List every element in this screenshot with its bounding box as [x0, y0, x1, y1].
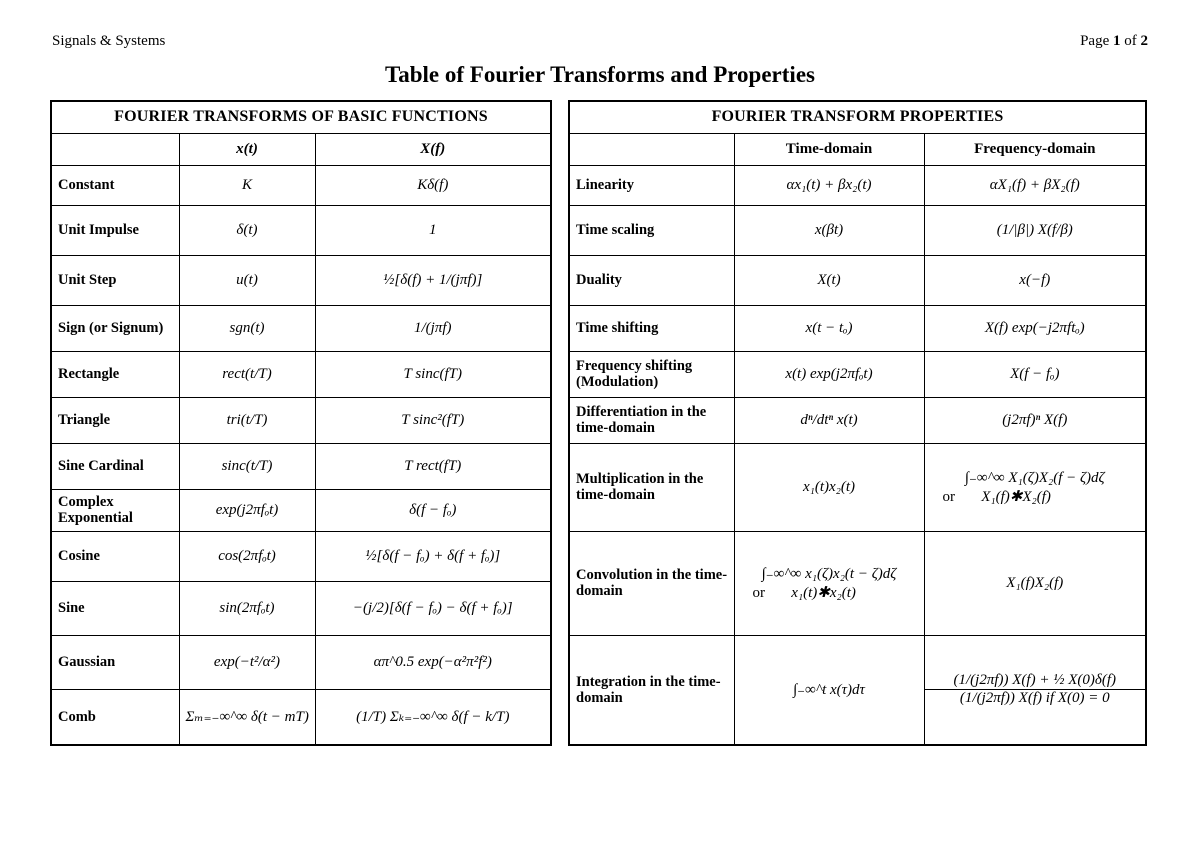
- page-total: 2: [1140, 33, 1148, 49]
- freq-expr: X(f − fₒ): [924, 351, 1146, 397]
- props-col-freq: Frequency-domain: [924, 133, 1146, 165]
- freq-expr: αX₁(f) + βX₂(f): [924, 165, 1146, 205]
- props-table-caption: FOURIER TRANSFORM PROPERTIES: [569, 101, 1146, 133]
- time-expr: sinc(t/T): [179, 443, 315, 489]
- freq-expr: X₁(f)X₂(f): [924, 531, 1146, 635]
- props-col-time: Time-domain: [734, 133, 924, 165]
- basic-col-x: x(t): [179, 133, 315, 165]
- row-name: Unit Impulse: [51, 205, 179, 255]
- freq-expr: ½[δ(f − fₒ) + δ(f + fₒ)]: [315, 531, 551, 581]
- row-name: Unit Step: [51, 255, 179, 305]
- freq-expr: X(f) exp(−j2πftₒ): [924, 305, 1146, 351]
- table-row: [51, 165, 551, 205]
- time-expr: x₁(t)x₂(t): [734, 443, 924, 531]
- freq-expr: (j2πf)ⁿ X(f): [924, 397, 1146, 443]
- table-row: [569, 351, 1146, 397]
- freq-expr: Kδ(f): [315, 165, 551, 205]
- time-expr: dⁿ/dtⁿ x(t): [734, 397, 924, 443]
- time-expr: αx₁(t) + βx₂(t): [734, 165, 924, 205]
- time-expr: x(t) exp(j2πfₒt): [734, 351, 924, 397]
- page-of: of: [1120, 33, 1141, 49]
- table-row: [569, 443, 1146, 531]
- freq-expr: 1: [315, 205, 551, 255]
- table-row: [51, 689, 551, 745]
- table-row: [51, 635, 551, 689]
- time-expr: tri(t/T): [179, 397, 315, 443]
- table-row: [51, 531, 551, 581]
- freq-expr: −(j/2)[δ(f − fₒ) − δ(f + fₒ)]: [315, 581, 551, 635]
- table-row: [51, 255, 551, 305]
- freq-expr: δ(f − fₒ): [315, 489, 551, 531]
- time-expr: ∫₋∞^t x(τ)dτ: [734, 635, 924, 745]
- transform-properties-table: [568, 100, 1147, 746]
- row-name: Integration in the time-domain: [569, 635, 734, 745]
- row-name: Sine Cardinal: [51, 443, 179, 489]
- time-expr: sgn(t): [179, 305, 315, 351]
- freq-expr: T rect(fT): [315, 443, 551, 489]
- row-name: Gaussian: [51, 635, 179, 689]
- freq-expr: T sinc²(fT): [315, 397, 551, 443]
- row-name: Cosine: [51, 531, 179, 581]
- table-row: [569, 635, 1146, 745]
- row-name: Sign (or Signum): [51, 305, 179, 351]
- freq-expr: (1/|β|) X(f/β): [924, 205, 1146, 255]
- basic-col-X: X(f): [315, 133, 551, 165]
- time-expr: sin(2πfₒt): [179, 581, 315, 635]
- time-expr: x(t − tₒ): [734, 305, 924, 351]
- time-expr: cos(2πfₒt): [179, 531, 315, 581]
- table-row: [51, 351, 551, 397]
- table-row: [51, 581, 551, 635]
- basic-col-name: [51, 133, 179, 165]
- table-row: [51, 443, 551, 489]
- table-row: [569, 397, 1146, 443]
- time-expr: Σₘ₌₋∞^∞ δ(t − mT): [179, 689, 315, 745]
- table-row: [569, 205, 1146, 255]
- freq-expr: ½[δ(f) + 1/(jπf)]: [315, 255, 551, 305]
- freq-expr: x(−f): [924, 255, 1146, 305]
- table-row: [51, 205, 551, 255]
- props-col-name: [569, 133, 734, 165]
- time-expr: X(t): [734, 255, 924, 305]
- page-prefix: Page: [1080, 33, 1113, 49]
- row-name: Linearity: [569, 165, 734, 205]
- document-header-course: Signals & Systems: [52, 33, 166, 49]
- table-row: [51, 305, 551, 351]
- freq-expr: (1/(j2πf)) X(f) + ½ X(0)δ(f) (1/(j2πf)) X(f) if X(0) = 0: [924, 635, 1146, 745]
- freq-expr: T sinc(fT): [315, 351, 551, 397]
- row-name: Constant: [51, 165, 179, 205]
- time-expr: ∫₋∞^∞ x₁(ζ)x₂(t − ζ)dζ or x₁(t)✱x₂(t): [734, 531, 924, 635]
- row-name: Frequency shifting (Modulation): [569, 351, 734, 397]
- row-name: Triangle: [51, 397, 179, 443]
- page-number: [1080, 33, 1148, 50]
- table-row: [569, 305, 1146, 351]
- freq-expr: 1/(jπf): [315, 305, 551, 351]
- page-current: 1: [1113, 33, 1121, 49]
- time-expr: u(t): [179, 255, 315, 305]
- time-expr: exp(−t²/α²): [179, 635, 315, 689]
- freq-expr: απ^0.5 exp(−α²π²f²): [315, 635, 551, 689]
- row-name: Duality: [569, 255, 734, 305]
- time-expr: exp(j2πfₒt): [179, 489, 315, 531]
- row-name: Multiplication in the time-domain: [569, 443, 734, 531]
- row-name: Complex Exponential: [51, 489, 179, 531]
- time-expr: rect(t/T): [179, 351, 315, 397]
- row-name: Time scaling: [569, 205, 734, 255]
- table-row: [51, 489, 551, 531]
- time-expr: δ(t): [179, 205, 315, 255]
- basic-transforms-table: [50, 100, 552, 746]
- row-name: Convolution in the time-domain: [569, 531, 734, 635]
- basic-table-caption: FOURIER TRANSFORMS OF BASIC FUNCTIONS: [51, 101, 551, 133]
- page-title: Table of Fourier Transforms and Properties: [385, 62, 815, 87]
- row-name: Time shifting: [569, 305, 734, 351]
- table-row: [569, 531, 1146, 635]
- table-row: [569, 255, 1146, 305]
- row-name: Differentiation in the time-domain: [569, 397, 734, 443]
- time-expr: x(βt): [734, 205, 924, 255]
- freq-expr: ∫₋∞^∞ X₁(ζ)X₂(f − ζ)dζ or X₁(f)✱X₂(f): [924, 443, 1146, 531]
- freq-expr: (1/T) Σₖ₌₋∞^∞ δ(f − k/T): [315, 689, 551, 745]
- table-row: [51, 397, 551, 443]
- row-name: Rectangle: [51, 351, 179, 397]
- row-name: Sine: [51, 581, 179, 635]
- time-expr: K: [179, 165, 315, 205]
- row-name: Comb: [51, 689, 179, 745]
- table-row: [569, 165, 1146, 205]
